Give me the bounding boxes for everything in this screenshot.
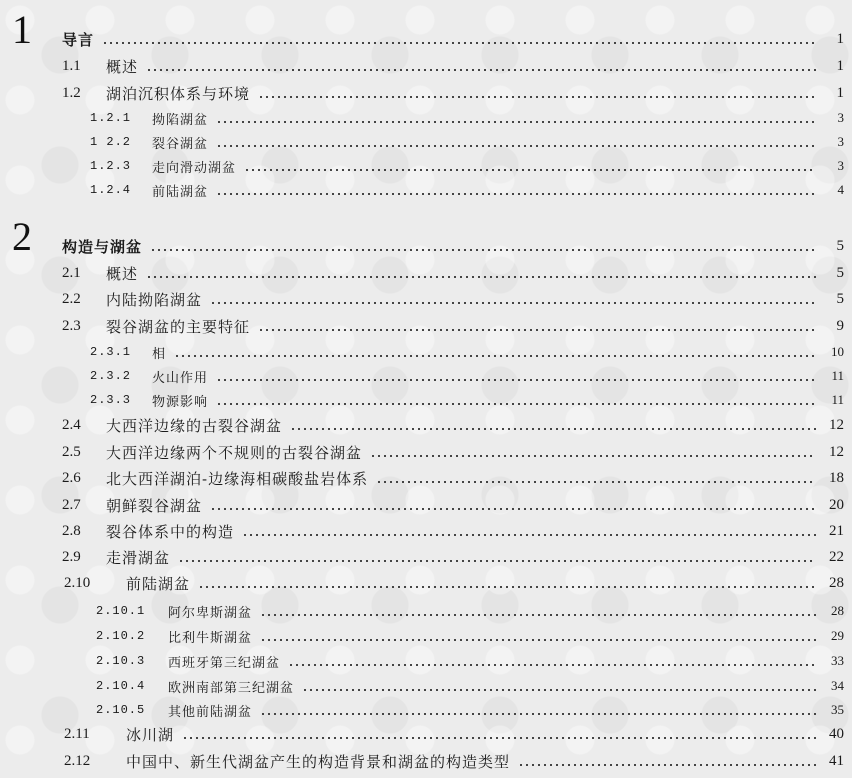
section-number: 2.2 [62, 290, 81, 307]
toc-entry[interactable] [62, 288, 844, 310]
dot-leader [150, 249, 816, 251]
toc-entry[interactable] [62, 520, 844, 542]
page-number: 34 [831, 678, 844, 693]
entry-title: 西班牙第三纪湖盆 [168, 655, 281, 671]
section-number: 2.3.1 [90, 345, 132, 359]
section-number: 2.10.1 [96, 604, 146, 618]
entry-title: 冰川湖 [126, 725, 175, 744]
entry-title: 中国中、新生代湖盆产生的构造背景和湖盆的构造类型 [126, 752, 511, 771]
entry-title: 欧洲南部第三纪湖盆 [168, 680, 295, 696]
dot-leader [244, 169, 816, 171]
page-number: 9 [836, 317, 844, 334]
dot-leader [376, 481, 816, 483]
toc-entry[interactable] [62, 315, 844, 337]
toc-entry[interactable] [96, 675, 844, 697]
page-number: 1 [836, 57, 844, 74]
page-number: 41 [829, 752, 844, 769]
entry-title: 走向滑动湖盆 [152, 160, 237, 176]
dot-leader [242, 534, 816, 536]
page-number: 12 [829, 443, 844, 460]
page-number: 3 [837, 158, 844, 173]
page-number: 40 [829, 725, 844, 742]
page-number: 11 [831, 368, 844, 383]
entry-title: 湖泊沉积体系与环境 [106, 84, 251, 103]
toc-entry-chapter[interactable] [62, 235, 844, 257]
toc-entry[interactable] [62, 82, 844, 104]
toc-entry[interactable] [62, 414, 844, 436]
entry-title: 裂谷湖盆的主要特征 [106, 317, 251, 336]
entry-title: 大西洋边缘的古裂谷湖盆 [106, 416, 283, 435]
toc-entry[interactable] [62, 441, 844, 463]
entry-title: 比利牛斯湖盆 [168, 630, 253, 646]
dot-leader [216, 379, 816, 381]
dot-leader [102, 42, 816, 44]
section-number: 2.12 [64, 752, 91, 769]
entry-title: 相 [152, 346, 167, 362]
section-number: 1.2.1 [90, 111, 132, 125]
entry-title: 走滑湖盆 [106, 548, 171, 567]
toc-entry[interactable] [96, 650, 844, 672]
toc-entry[interactable] [96, 625, 844, 647]
entry-title: 概述 [106, 264, 139, 283]
toc-entry[interactable] [62, 467, 844, 489]
dot-leader [258, 329, 816, 331]
dot-leader [216, 145, 816, 147]
entry-title: 拗陷湖盆 [152, 112, 209, 128]
dot-leader [370, 455, 816, 457]
toc-entry[interactable] [96, 699, 844, 721]
toc-entry[interactable] [90, 107, 844, 129]
page-number: 18 [829, 469, 844, 486]
dot-leader [216, 121, 816, 123]
entry-title: 火山作用 [152, 370, 209, 386]
dot-leader [182, 737, 816, 739]
dot-leader [198, 586, 816, 588]
page-number: 28 [829, 574, 844, 591]
entry-title: 概述 [106, 57, 139, 76]
section-number: 1.2 [62, 84, 81, 101]
section-number: 2.10.4 [96, 679, 146, 693]
section-number: 2.10.5 [96, 703, 146, 717]
page-number: 10 [831, 344, 844, 359]
toc-entry[interactable] [90, 341, 844, 363]
entry-title: 其他前陆湖盆 [168, 704, 253, 720]
entry-title: 裂谷体系中的构造 [106, 522, 235, 541]
section-number: 2.10.2 [96, 629, 146, 643]
entry-title: 阿尔卑斯湖盆 [168, 605, 253, 621]
chapter-number: 1 [12, 7, 32, 52]
page-number: 5 [836, 264, 844, 281]
page-number: 20 [829, 496, 844, 513]
section-number: 2.11 [64, 725, 90, 742]
entry-title: 北大西洋湖泊-边缘海相碳酸盐岩体系 [106, 469, 369, 488]
page-number: 4 [837, 182, 844, 197]
entry-title: 裂谷湖盆 [152, 136, 209, 152]
toc-entry[interactable] [90, 365, 844, 387]
entry-title: 内陆拗陷湖盆 [106, 290, 203, 309]
page-number: 28 [831, 603, 844, 618]
section-number: 2.9 [62, 548, 81, 565]
dot-leader [178, 560, 816, 562]
dot-leader [518, 764, 816, 766]
toc-entry[interactable] [64, 572, 844, 594]
page-number: 3 [837, 110, 844, 125]
page-number: 33 [831, 653, 844, 668]
page-number: 1 [836, 84, 844, 101]
section-number: 2.4 [62, 416, 81, 433]
toc-entry[interactable] [64, 723, 844, 745]
entry-title: 构造与湖盆 [62, 237, 143, 256]
section-number: 2.7 [62, 496, 81, 513]
toc-entry[interactable] [90, 155, 844, 177]
entry-title: 导言 [62, 30, 95, 49]
dot-leader [290, 428, 816, 430]
page-number: 21 [829, 522, 844, 539]
entry-title: 前陆湖盆 [126, 574, 191, 593]
section-number: 2.10 [64, 574, 91, 591]
section-number: 2.3.3 [90, 393, 132, 407]
dot-leader [288, 664, 816, 666]
dot-leader [146, 276, 816, 278]
page-number: 22 [829, 548, 844, 565]
toc-entry[interactable] [62, 546, 844, 568]
section-number: 2.8 [62, 522, 81, 539]
toc-entry-chapter[interactable] [62, 28, 844, 50]
entry-title: 朝鲜裂谷湖盆 [106, 496, 203, 515]
section-number: 1 2.2 [90, 135, 132, 149]
page-number: 3 [837, 134, 844, 149]
section-number: 2.5 [62, 443, 81, 460]
page-number: 11 [831, 392, 844, 407]
dot-leader [302, 689, 816, 691]
dot-leader [260, 614, 816, 616]
section-number: 2.1 [62, 264, 81, 281]
toc-entry[interactable] [62, 55, 844, 77]
toc-entry[interactable] [62, 494, 844, 516]
section-number: 2.10.3 [96, 654, 146, 668]
toc-entry[interactable] [96, 600, 844, 622]
toc-entry[interactable] [90, 389, 844, 411]
page-number: 12 [829, 416, 844, 433]
toc-entry[interactable] [64, 750, 844, 772]
dot-leader [260, 713, 816, 715]
dot-leader [210, 302, 816, 304]
entry-title: 物源影响 [152, 394, 209, 410]
toc-entry[interactable] [90, 131, 844, 153]
section-number: 1.2.3 [90, 159, 132, 173]
dot-leader [174, 355, 816, 357]
dot-leader [216, 403, 816, 405]
chapter-number: 2 [12, 214, 32, 259]
entry-title: 前陆湖盆 [152, 184, 209, 200]
section-number: 2.3.2 [90, 369, 132, 383]
page-number: 5 [836, 237, 844, 254]
page-number: 1 [836, 30, 844, 47]
dot-leader [260, 639, 816, 641]
page-number: 5 [836, 290, 844, 307]
dot-leader [216, 193, 816, 195]
dot-leader [146, 69, 816, 71]
section-number: 1.1 [62, 57, 81, 74]
section-number: 2.6 [62, 469, 81, 486]
section-number: 2.3 [62, 317, 81, 334]
toc-entry[interactable] [90, 179, 844, 201]
section-number: 1.2.4 [90, 183, 132, 197]
dot-leader [258, 96, 816, 98]
page-number: 29 [831, 628, 844, 643]
toc-entry[interactable] [62, 262, 844, 284]
dot-leader [210, 508, 816, 510]
entry-title: 大西洋边缘两个不规则的古裂谷湖盆 [106, 443, 363, 462]
page-number: 35 [831, 702, 844, 717]
